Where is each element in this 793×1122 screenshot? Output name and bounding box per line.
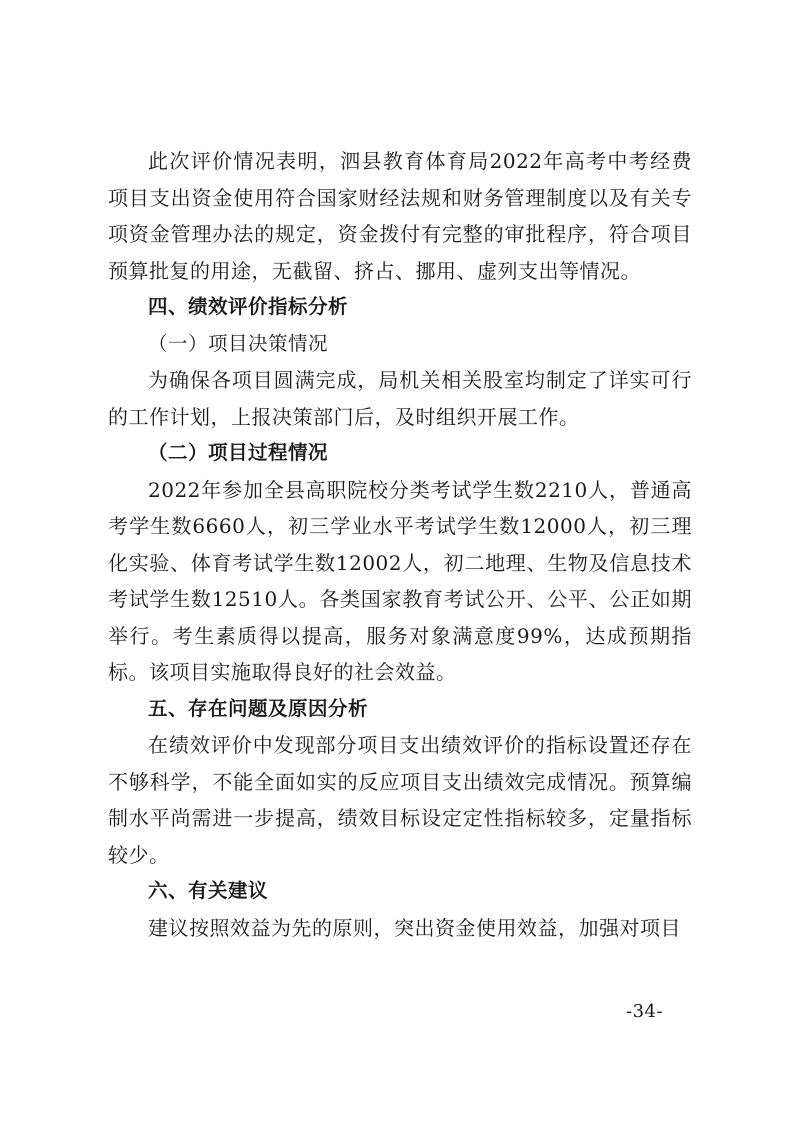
paragraph-problems: 在绩效评价中发现部分项目支出绩效评价的指标设置还存在不够科学，不能全面如实的反应项目支出绩效完成情况。预算编制水平尚需进一步提高，绩效目标设定定性指标较多，定量指标较少。 [108,733,692,867]
subheading-4-1: （一）项目决策情况 [148,331,329,355]
document-body [108,143,692,946]
paragraph-process: 2022年参加全县高职院校分类考试学生数2210人，普通高考学生数6660人，初三学业水平考试学生数12000人，初三理化实验、体育考试学生数12002人，初二地理、生物及信息技术考试学生数12510人。各类国家教育考试公开、公平、公正如期举行。考生素质得以提高，服务对象满意度99%，达成预期指标。该项目实施取得良好的社会效益。 [108,477,692,684]
paragraph-decision: 为确保各项目圆满完成，局机关相关股室均制定了详实可行的工作计划，上报决策部门后，及时组织开展工作。 [108,368,692,429]
page-number: -34- [626,1001,664,1022]
heading-section-5: 五、存在问题及原因分析 [148,696,369,720]
paragraph-suggestions: 建议按照效益为先的原则，突出资金使用效益，加强对项目 [148,915,681,940]
paragraph-evaluation-conclusion: 此次评价情况表明，泗县教育体育局2022年高考中考经费项目支出资金使用符合国家财经法规和财务管理制度以及有关专项资金管理办法的规定，资金拨付有完整的审批程序，符合项目预算批复的用途，无截留、挤占、挪用、虚列支出等情况。 [108,149,692,283]
heading-section-6: 六、有关建议 [148,879,269,902]
heading-section-4: 四、绩效评价指标分析 [148,295,349,318]
subheading-4-2: （二）项目过程情况 [148,441,329,464]
